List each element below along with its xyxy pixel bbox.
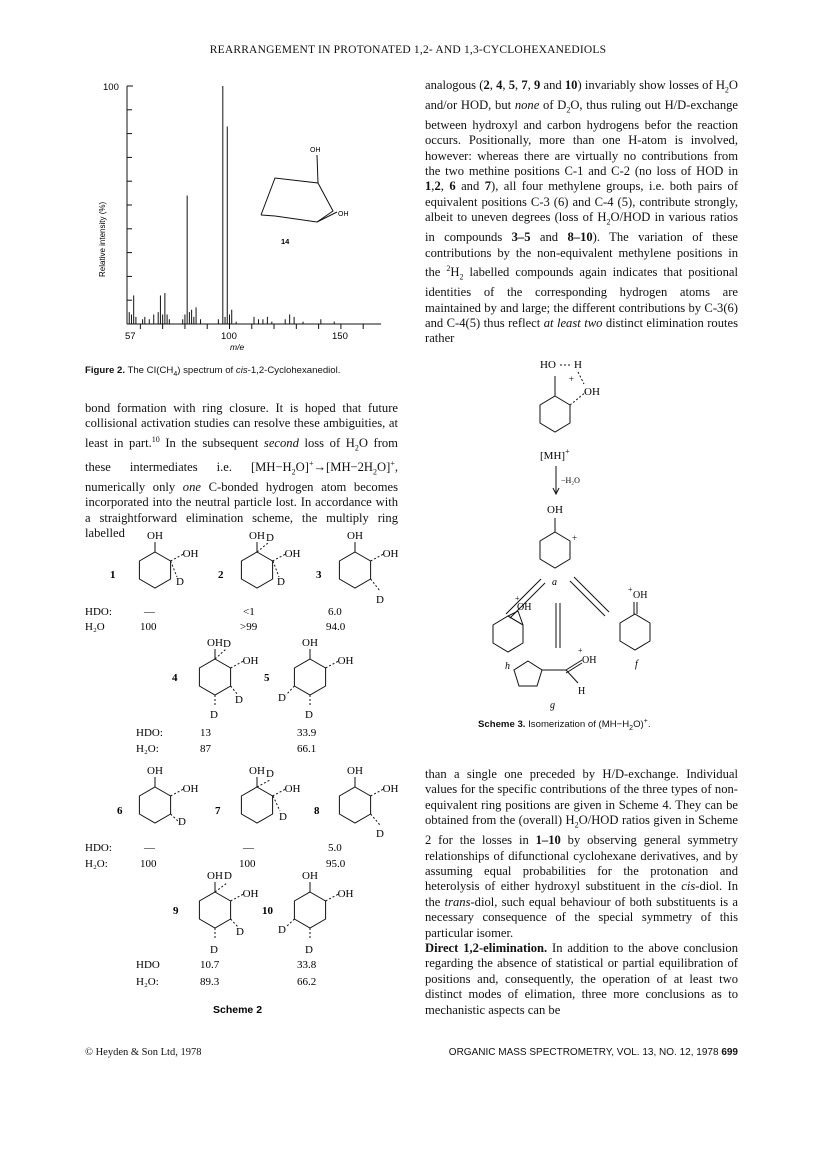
- protonated-diol-structure: [540, 359, 600, 432]
- svg-text:HDO: HDO: [136, 959, 160, 971]
- x-axis-ticks: [140, 324, 363, 329]
- cyclohexane-ring: [199, 892, 230, 928]
- hydroxyl-label: OH: [147, 530, 163, 542]
- compound-14-label: 14: [281, 237, 290, 246]
- svg-text:6: 6: [117, 805, 123, 817]
- svg-text:5: 5: [264, 672, 270, 684]
- svg-text:5.0: 5.0: [328, 842, 342, 854]
- svg-text:OH: OH: [582, 655, 597, 666]
- svg-text:66.1: 66.1: [297, 743, 317, 755]
- hydroxyl-label: OH: [242, 655, 259, 667]
- cyclohexane-ring: [241, 787, 272, 823]
- deuterium-label: D: [223, 638, 231, 650]
- deuterium-label: D: [235, 694, 243, 706]
- species-f-label: f: [635, 659, 638, 670]
- deuterium-label: D: [279, 811, 287, 823]
- svg-text:OH: OH: [547, 504, 563, 516]
- deuterium-label: D: [278, 692, 286, 704]
- svg-text:<1: <1: [243, 606, 255, 618]
- deuterium-label: D: [236, 926, 244, 938]
- deuterium-label: D: [178, 816, 186, 828]
- species-g-label: g: [550, 700, 555, 711]
- svg-text:8: 8: [314, 805, 320, 817]
- svg-text:94.0: 94.0: [326, 621, 346, 633]
- svg-text:3: 3: [316, 569, 322, 581]
- svg-text:95.0: 95.0: [326, 858, 346, 870]
- svg-text:1: 1: [110, 569, 116, 581]
- svg-text:13: 13: [200, 727, 211, 739]
- left-column-paragraph: bond formation with ring closure. It is hoped that future collisional activation studies can resolve these ambiguities, at least in part.$^{10}$ In the subsequent second loss of $H_2O$ from these intermediates i.e. $[MH-H_2O]^+\to[MH-2H_2O]^+$, numerically only one C-bonded hydrogen atom becomes incorporated into the neutral particle lost. In accordance with a straightforward elimination scheme, the multiply ring labelled: [85, 401, 398, 541]
- svg-text:10: 10: [262, 905, 273, 917]
- svg-text:+: +: [515, 594, 520, 603]
- scheme-3-caption: Scheme 3. Isomerization of $(MH-H_2O)^+$.: [478, 718, 651, 733]
- svg-text:HDO:: HDO:: [136, 727, 163, 739]
- deuterium-label: D: [266, 532, 274, 544]
- x-tick-100: 100: [221, 331, 237, 342]
- species-h-structure: [493, 594, 531, 672]
- cyclohexane-ring: [139, 787, 170, 823]
- footer-copyright: © Heyden & Son Ltd, 1978: [85, 1047, 202, 1058]
- figure-2-spectrum: [85, 82, 395, 357]
- svg-text:100: 100: [239, 858, 256, 870]
- svg-text:89.3: 89.3: [200, 976, 220, 988]
- svg-text:H: H: [578, 686, 586, 697]
- cyclohexane-ring: [139, 552, 170, 588]
- cyclohexane-ring: [294, 892, 325, 928]
- hydroxyl-label: OH: [337, 888, 354, 900]
- scheme-3: [470, 348, 710, 713]
- hydroxyl-label: OH: [284, 548, 301, 560]
- svg-text:HO: HO: [540, 359, 556, 371]
- cyclohexane-ring: [241, 552, 272, 588]
- svg-text:7: 7: [215, 805, 221, 817]
- deuterium-label: D: [266, 768, 274, 780]
- deuterium-label: D: [278, 924, 286, 936]
- svg-text:OH: OH: [338, 211, 349, 218]
- cyclohexane-ring: [339, 552, 370, 588]
- hydroxyl-label: OH: [242, 888, 259, 900]
- mh-ion-label: [MH]+: [540, 447, 570, 462]
- x-tick-150: 150: [332, 331, 348, 342]
- footer-journal: ORGANIC MASS SPECTROMETRY, VOL. 13, NO. 12, 1978 699: [448, 1047, 738, 1058]
- x-axis-label: m/e: [230, 342, 245, 352]
- species-f-structure: [620, 585, 650, 670]
- svg-text:100: 100: [140, 858, 157, 870]
- svg-text:H₂O:: H₂O:: [136, 743, 159, 755]
- scheme-2: [80, 525, 410, 1020]
- spectrum-bars: [127, 86, 334, 324]
- svg-text:—: —: [144, 842, 155, 854]
- svg-text:+: +: [569, 374, 575, 384]
- right-column-top-paragraph: analogous (2, 4, 5, 7, 9 and 10) invariably show losses of $H_2O$ and/or HOD, but none of $D_2O$, thus ruling out H/D-exchange between hydroxyl and carbon hydrogens befor the reaction occurs. Positionally, more than one H-atom is involved, however: whereas there are virtually no contributions from the two methine positions C-1 and C-2 (no loss of HOD in 1,2, 6 and 7), all four methylene groups, i.e. both pairs of equivalent positions C-3 (6) and C-4 (5), contribute strongly, albeit to uneven degrees (loss of $H_2O$/HOD in various ratios in compounds 3–5 and 8–10). The variation of these contributions by the non-equivalent methylene positions in the $^2H_2$ labelled compounds again indicates that positional identities of the corresponding hydrogen atoms are maintained by and large; the different contributions by C-3(6) and C-4(5) thus reflect at least two distinct elimination routes rather: [425, 78, 739, 346]
- svg-text:H: H: [574, 359, 582, 371]
- cyclohexane-ring: [339, 787, 370, 823]
- hydroxyl-label: OH: [302, 870, 318, 882]
- y-axis-label: Relative intensity (%): [98, 201, 107, 277]
- svg-text:100: 100: [140, 621, 157, 633]
- figure-2-caption-text: The $CI(CH_4)$ spectrum of cis-1,2-Cyclohexanediol.: [127, 365, 341, 378]
- svg-text:4: 4: [172, 672, 178, 684]
- hydroxyl-label: OH: [249, 765, 265, 777]
- deuterium-label: D: [277, 576, 285, 588]
- svg-text:H₂O:: H₂O:: [85, 858, 108, 870]
- page-number: 699: [721, 1047, 738, 1058]
- x-tick-57: 57: [125, 331, 136, 342]
- svg-text:OH: OH: [517, 602, 532, 613]
- hydroxyl-label: OH: [382, 548, 399, 560]
- svg-text:—: —: [144, 606, 155, 618]
- svg-text:—: —: [243, 842, 254, 854]
- hydroxyl-label: OH: [284, 783, 301, 795]
- svg-text:OH: OH: [310, 147, 321, 154]
- y-axis-ticks: [127, 110, 132, 300]
- svg-text:66.2: 66.2: [297, 976, 317, 988]
- deuterium-label: D: [210, 944, 218, 956]
- cyclohexanediol-structure-14: [261, 147, 349, 246]
- deuterium-label: D: [305, 944, 313, 956]
- deuterium-label: D: [176, 576, 184, 588]
- hydroxyl-label: OH: [249, 530, 265, 542]
- deuterium-label: D: [224, 870, 232, 882]
- svg-text:+: +: [628, 585, 633, 594]
- svg-text:H₂O: H₂O: [85, 621, 105, 633]
- y-axis-top-tick: 100: [103, 82, 119, 93]
- deuterium-label: D: [376, 594, 384, 606]
- svg-text:+: +: [578, 646, 583, 655]
- svg-text:>99: >99: [240, 621, 258, 633]
- hydroxyl-label: OH: [347, 530, 363, 542]
- hydroxyl-label: OH: [207, 637, 223, 649]
- scheme-2-title: Scheme 2: [213, 1004, 263, 1016]
- species-g-structure: [514, 646, 596, 711]
- svg-text:2: 2: [218, 569, 224, 581]
- deuterium-label: D: [210, 709, 218, 721]
- svg-text:HDO:: HDO:: [85, 606, 112, 618]
- svg-text:10.7: 10.7: [200, 959, 220, 971]
- species-a-structure: [540, 504, 577, 588]
- svg-text:−H₂O: −H₂O: [561, 476, 580, 485]
- svg-text:33.8: 33.8: [297, 959, 317, 971]
- hydroxyl-label: OH: [302, 637, 318, 649]
- hydroxyl-label: OH: [147, 765, 163, 777]
- svg-text:87: 87: [200, 743, 211, 755]
- svg-text:33.9: 33.9: [297, 727, 317, 739]
- hydroxyl-label: OH: [182, 548, 199, 560]
- figure-2-caption: Figure 2. The $CI(CH_4)$ spectrum of cis-1,2-Cyclohexanediol.: [85, 365, 341, 378]
- hydroxyl-label: OH: [382, 783, 399, 795]
- right-column-bottom-paragraph: than a single one preceded by H/D-exchange. Individual values for the specific contributions of the three types of non-equivalent ring positions are given in Scheme 4. They can be obtained from the (overall) $H_2O$/HOD ratios given in Scheme 2 for the losses in 1–10 by observing general symmetry relationships of difunctional cyclohexane derivatives, and by assuming equal probabilities for the protonation and heterolysis of either hydroxyl substituent in the cis-diol. In the trans-diol, such equal behaviour of both substituents is a necessary consequence of the special symmetry of this particular isomer. Direct 1,2-elimination. In addition to the above conclusion regarding the absence of statistical or partial equilibration of positions and, consequently, the operation of at least two distinct modes of elimation, three more conclusions as to mechanistic aspects can be: [425, 767, 739, 1017]
- species-a-label: a: [552, 577, 557, 588]
- deuterium-label: D: [376, 828, 384, 840]
- svg-text:HDO:: HDO:: [85, 842, 112, 854]
- svg-text:9: 9: [173, 905, 179, 917]
- hydroxyl-label: OH: [347, 765, 363, 777]
- svg-text:OH: OH: [584, 386, 600, 398]
- svg-text:+: +: [572, 533, 578, 543]
- species-h-label: h: [505, 661, 510, 672]
- svg-text:6.0: 6.0: [328, 606, 342, 618]
- svg-text:H₂O:: H₂O:: [136, 976, 159, 988]
- running-header: REARRANGEMENT IN PROTONATED 1,2- AND 1,3-CYCLOHEXANEDIOLS: [209, 44, 607, 56]
- hydroxyl-label: OH: [207, 870, 223, 882]
- cyclohexane-ring: [199, 659, 230, 695]
- svg-text:OH: OH: [633, 590, 648, 601]
- hydroxyl-label: OH: [182, 783, 199, 795]
- cyclohexane-ring: [294, 659, 325, 695]
- hydroxyl-label: OH: [337, 655, 354, 667]
- deuterium-label: D: [305, 709, 313, 721]
